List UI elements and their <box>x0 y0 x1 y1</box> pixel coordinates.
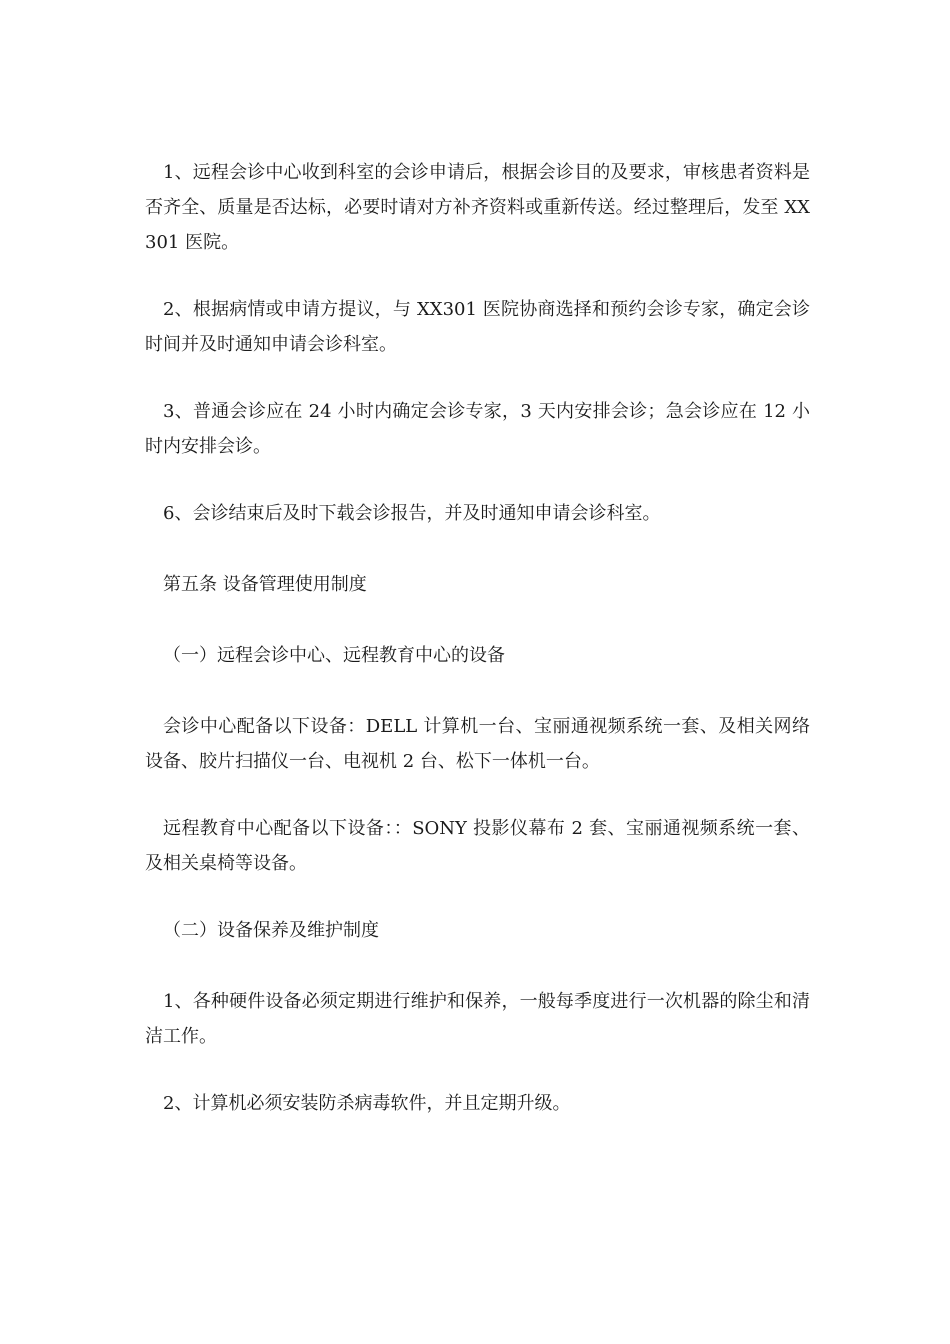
subheading-maintenance: （二）设备保养及维护制度 <box>163 920 379 941</box>
paragraph-consult-review: 1、远程会诊中心收到科室的会诊申请后，根据会诊目的及要求，审核患者资料是否齐全、质量是否达标，必要时请对方补齐资料或重新传送。经过整理后，发至 XX301 医院。 <box>145 162 810 253</box>
paragraph-consult-equipment: 会诊中心配备以下设备：DELL 计算机一台、宝丽通视频系统一套、及相关网络设备、胶片扫描仪一台、电视机 2 台、松下一体机一台。 <box>145 716 810 772</box>
paragraph-education-equipment: 远程教育中心配备以下设备：：SONY 投影仪幕布 2 套、宝丽通视频系统一套、及相关桌椅等设备。 <box>145 818 810 874</box>
paragraph-maintenance-antivirus: 2、计算机必须安装防杀病毒软件，并且定期升级。 <box>163 1093 571 1114</box>
document-page <box>145 155 810 1153</box>
paragraph-consult-timing: 3、普通会诊应在 24 小时内确定会诊专家，3 天内安排会诊；急会诊应在 12 小时内安排会诊。 <box>145 401 810 457</box>
subheading-equipment-list: （一）远程会诊中心、远程教育中心的设备 <box>163 645 505 666</box>
paragraph-consult-report: 6、会诊结束后及时下载会诊报告，并及时通知申请会诊科室。 <box>163 503 661 524</box>
paragraph-maintenance-hardware: 1、各种硬件设备必须定期进行维护和保养，一般每季度进行一次机器的除尘和清洁工作。 <box>145 991 810 1047</box>
paragraph-consult-schedule: 2、根据病情或申请方提议，与 XX301 医院协商选择和预约会诊专家，确定会诊时间并及时通知申请会诊科室。 <box>145 299 810 355</box>
section-heading-equipment: 第五条 设备管理使用制度 <box>163 574 367 595</box>
